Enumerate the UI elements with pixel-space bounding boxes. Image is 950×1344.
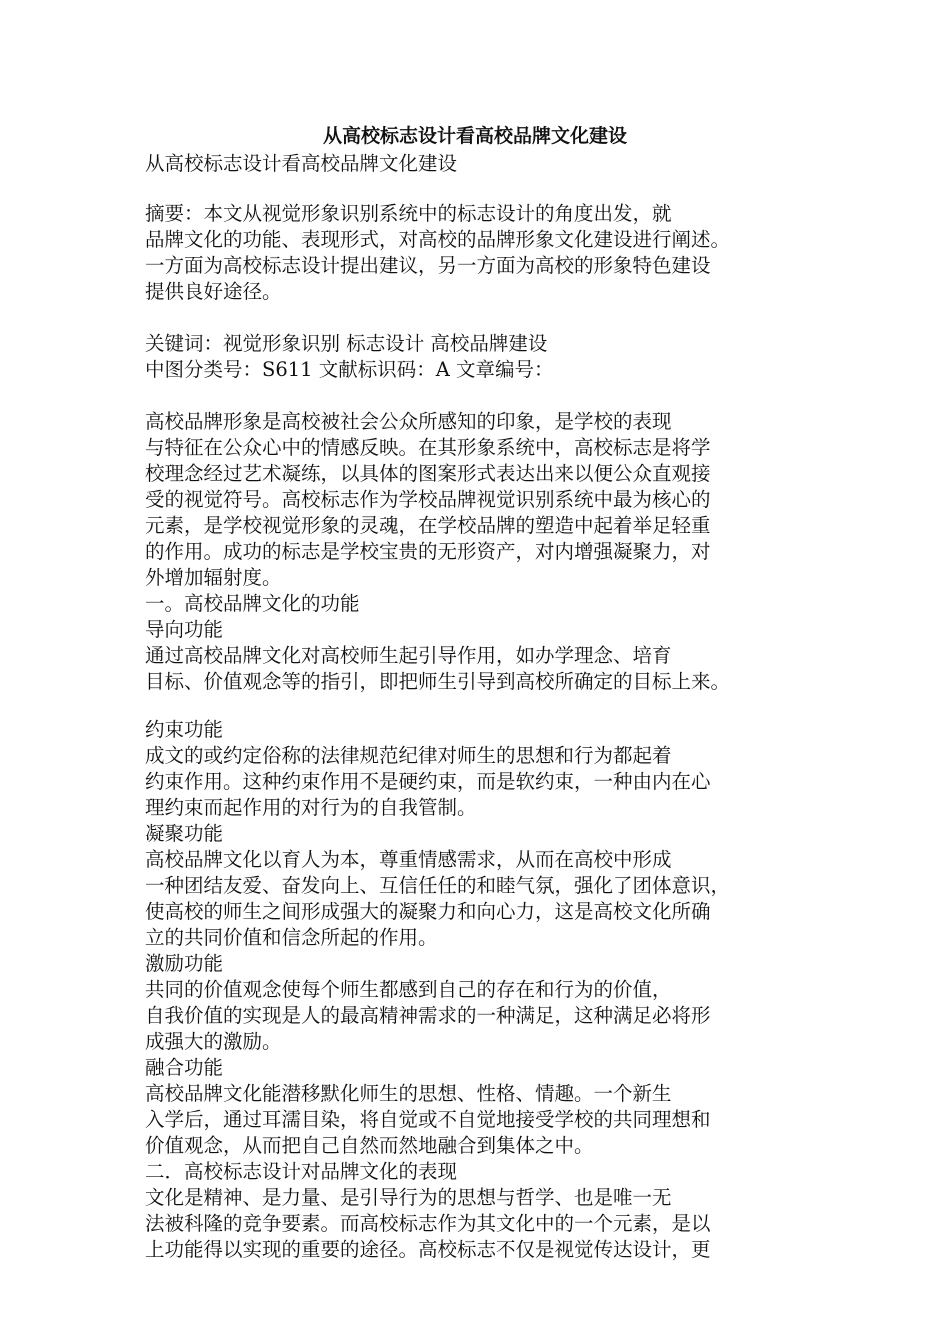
text-line: 摘要：本文从视觉形象识别系统中的标志设计的角度出发，就 xyxy=(145,202,672,225)
text-line: 从高校标志设计看高校品牌文化建设 xyxy=(145,152,458,175)
text-line: 的作用。成功的标志是学校宝贵的无形资产，对内增强凝聚力，对 xyxy=(145,540,711,563)
text-line: 导向功能 xyxy=(145,618,224,641)
text-line: 上功能得以实现的重要的途径。高校标志不仅是视觉传达设计，更 xyxy=(145,1238,711,1261)
text-line: 高校品牌文化能潜移默化师生的思想、性格、情趣。一个新生 xyxy=(145,1082,672,1105)
text-line: 二．高校标志设计对品牌文化的表现 xyxy=(145,1160,458,1183)
text-line: 一种团结友爱、奋发向上、互信任任的和睦气氛，强化了团体意识， xyxy=(145,874,731,897)
text-line: 关键词：视觉形象识别 标志设计 高校品牌建设 xyxy=(145,332,548,355)
text-line: 一方面为高校标志设计提出建议，另一方面为高校的形象特色建设 xyxy=(145,254,711,277)
text-line: 提供良好途径。 xyxy=(145,280,282,303)
text-line: 受的视觉符号。高校标志作为学校品牌视觉识别系统中最为核心的 xyxy=(145,488,711,511)
text-line: 中图分类号：S611 文献标识码：A 文章编号： xyxy=(145,358,554,381)
text-line: 与特征在公众心中的情感反映。在其形象系统中，高校标志是将学 xyxy=(145,436,711,459)
text-line: 品牌文化的功能、表现形式，对高校的品牌形象文化建设进行阐述。 xyxy=(145,228,731,251)
text-line: 外增加辐射度。 xyxy=(145,566,282,589)
text-line: 通过高校品牌文化对高校师生起引导作用，如办学理念、培育 xyxy=(145,644,672,667)
text-line: 激励功能 xyxy=(145,952,224,975)
text-line: 自我价值的实现是人的最高精神需求的一种满足，这种满足必将形 xyxy=(145,1004,711,1027)
text-line: 文化是精神、是力量、是引导行为的思想与哲学、也是唯一无 xyxy=(145,1186,672,1209)
text-line: 共同的价值观念使每个师生都感到自己的存在和行为的价值， xyxy=(145,978,672,1001)
text-line: 法被科隆的竞争要素。而高校标志作为其文化中的一个元素，是以 xyxy=(145,1212,711,1235)
text-line: 约束功能 xyxy=(145,718,224,741)
text-line: 入学后，通过耳濡目染，将自觉或不自觉地接受学校的共同理想和 xyxy=(145,1108,711,1131)
text-line: 高校品牌文化以育人为本，尊重情感需求，从而在高校中形成 xyxy=(145,848,672,871)
text-line: 元素，是学校视觉形象的灵魂，在学校品牌的塑造中起着举足轻重 xyxy=(145,514,711,537)
text-line: 校理念经过艺术凝练，以具体的图案形式表达出来以便公众直观接 xyxy=(145,462,711,485)
text-line: 立的共同价值和信念所起的作用。 xyxy=(145,926,438,949)
text-line: 高校品牌形象是高校被社会公众所感知的印象，是学校的表现 xyxy=(145,410,672,433)
text-line: 约束作用。这种约束作用不是硬约束，而是软约束，一种由内在心 xyxy=(145,770,711,793)
text-line: 成文的或约定俗称的法律规范纪律对师生的思想和行为都起着 xyxy=(145,744,672,767)
text-line: 使高校的师生之间形成强大的凝聚力和向心力，这是高校文化所确 xyxy=(145,900,711,923)
text-line: 融合功能 xyxy=(145,1056,224,1079)
text-line: 目标、价值观念等的指引，即把师生引导到高校所确定的目标上来。 xyxy=(145,670,731,693)
text-line: 价值观念，从而把自己自然而然地融合到集体之中。 xyxy=(145,1134,594,1157)
document-title: 从高校标志设计看高校品牌文化建设 xyxy=(322,125,627,147)
text-line: 一。高校品牌文化的功能 xyxy=(145,592,360,615)
text-line: 成强大的激励。 xyxy=(145,1030,282,1053)
text-line: 理约束而起作用的对行为的自我管制。 xyxy=(145,796,477,819)
text-line: 凝聚功能 xyxy=(145,822,224,845)
